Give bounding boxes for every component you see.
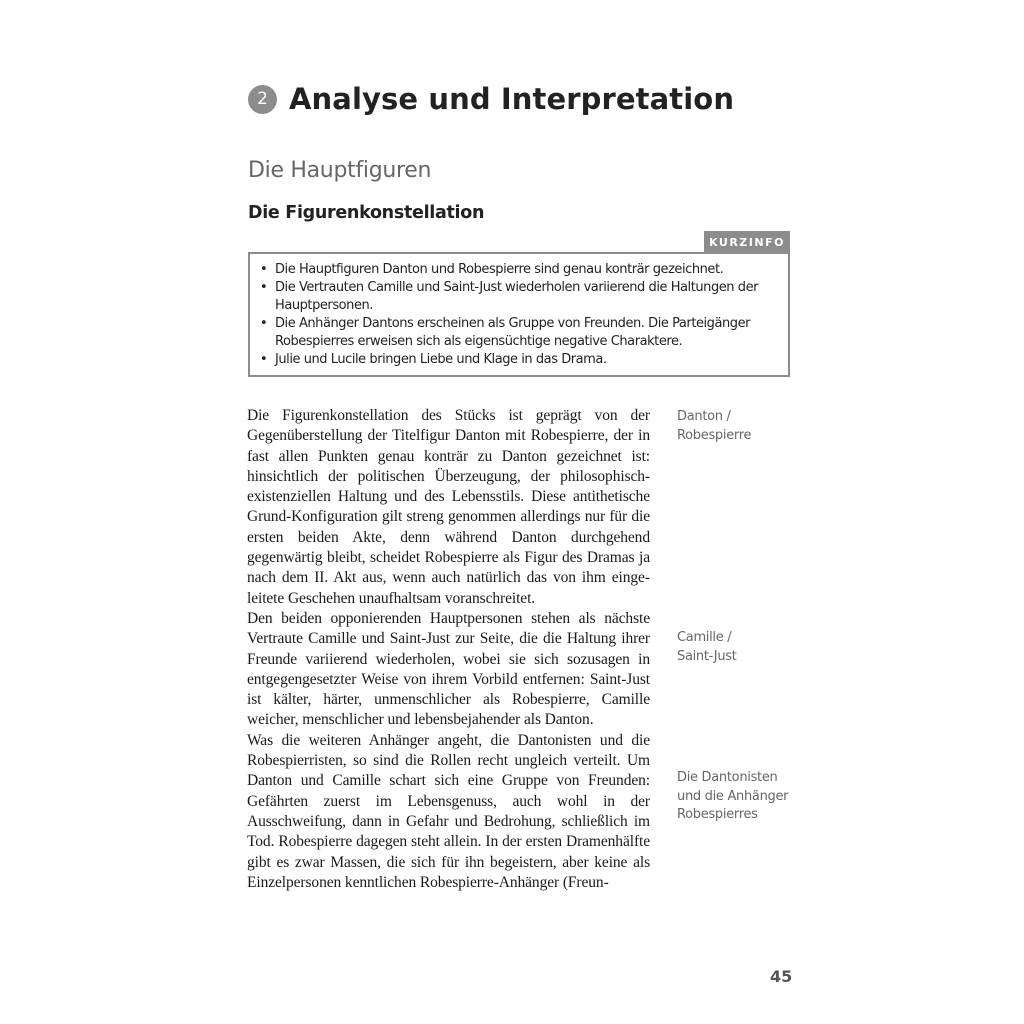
body-text xyxy=(247,406,650,893)
margin-note-line: Robespierres xyxy=(677,807,758,822)
margin-note-line: und die Anhänger xyxy=(677,788,789,804)
kurzinfo-box xyxy=(248,252,790,377)
margin-note-line: Camille / xyxy=(677,630,732,645)
margin-note-line: Robespierre xyxy=(677,427,752,443)
body-paragraph: Den beiden opponierenden Hauptpersonen stehen als nächste Vertraute Camille und Saint-Just zur Seite, die die Haltung ihrer Freunde variierend wiederholen, wobei sie sich sozusagen in entgegengesetzter Weise von ihrem Vorbild entfernen: Saint-Just ist kälter, härter, unmenschlicher als Robespierre, Camille weicher, menschlicher und lebensbejahender als Danton. xyxy=(247,609,650,729)
margin-note xyxy=(677,408,817,445)
section-title: Die Hauptfiguren xyxy=(248,158,432,183)
margin-note xyxy=(677,629,817,666)
margin-note xyxy=(677,769,817,825)
margin-note-line: Danton / xyxy=(677,409,731,424)
kurzinfo-item: • Die Anhänger Dantons erscheinen als Gruppe von Freunden. Die Parteigänger Robespierres erweisen sich als eigensüchtige negative Charaktere. xyxy=(260,315,782,351)
kurzinfo-label: KURZINFO xyxy=(704,231,790,253)
body-paragraph: Die Figurenkonstellation des Stücks ist geprägt von der Gegenüberstellung der Titelfigur Danton mit Robespierre, der in fast allen Punkten genau konträr zu Danton gezeichnet ist: hinsichtlich der politischen Überzeugung, der philosophisch-existenziellen Haltung und des Lebensstils. Diese antithetische Grund-Konfiguration gilt streng genommen allerdings nur für die ersten beiden Akte, denn während Danton durchgehend gegenwärtig bleibt, scheidet Robespierre als Figur des Dramas ja nach dem II. Akt aus, wenn auch natürlich das von ihm eingeleitete Geschehen unaufhaltsam voranschreitet. xyxy=(247,407,650,607)
kurzinfo-item: • Die Vertrauten Camille und Saint-Just wiederholen variierend die Haltungen der Hauptpersonen. xyxy=(260,279,782,315)
kurzinfo-item: • Julie und Lucile bringen Liebe und Klage in das Drama. xyxy=(260,351,782,369)
kurzinfo-item: • Die Hauptfiguren Danton und Robespierre sind genau konträr gezeichnet. xyxy=(260,261,782,279)
chapter-heading xyxy=(248,82,734,116)
chapter-number-badge: 2 xyxy=(248,85,277,114)
subsection-title: Die Figurenkonstellation xyxy=(248,203,485,223)
chapter-title: Analyse und Interpretation xyxy=(289,82,735,116)
page-number: 45 xyxy=(770,967,793,986)
kurzinfo-list xyxy=(250,254,788,369)
body-paragraph: Was die weiteren Anhänger angeht, die Dantonisten und die Robespierristen, so sind die Rollen recht ungleich verteilt. Um Danton und Camille schart sich eine Gruppe von Freunden: Gefährten zuerst im Lebensgenuss, auch wohl in der Ausschweifung, dann in Gefahr und Bedrohung, schließlich im Tod. Robespierre dagegen steht allein. In der ersten Dramenhälfte gibt es zwar Massen, die sich für ihn begeistern, aber keine als Einzelpersonen kenntlichen Robespierre-Anhänger (Freun- xyxy=(247,731,650,891)
margin-note-line: Saint-Just xyxy=(677,648,737,664)
margin-note-line: Die Dantonisten xyxy=(677,770,778,785)
